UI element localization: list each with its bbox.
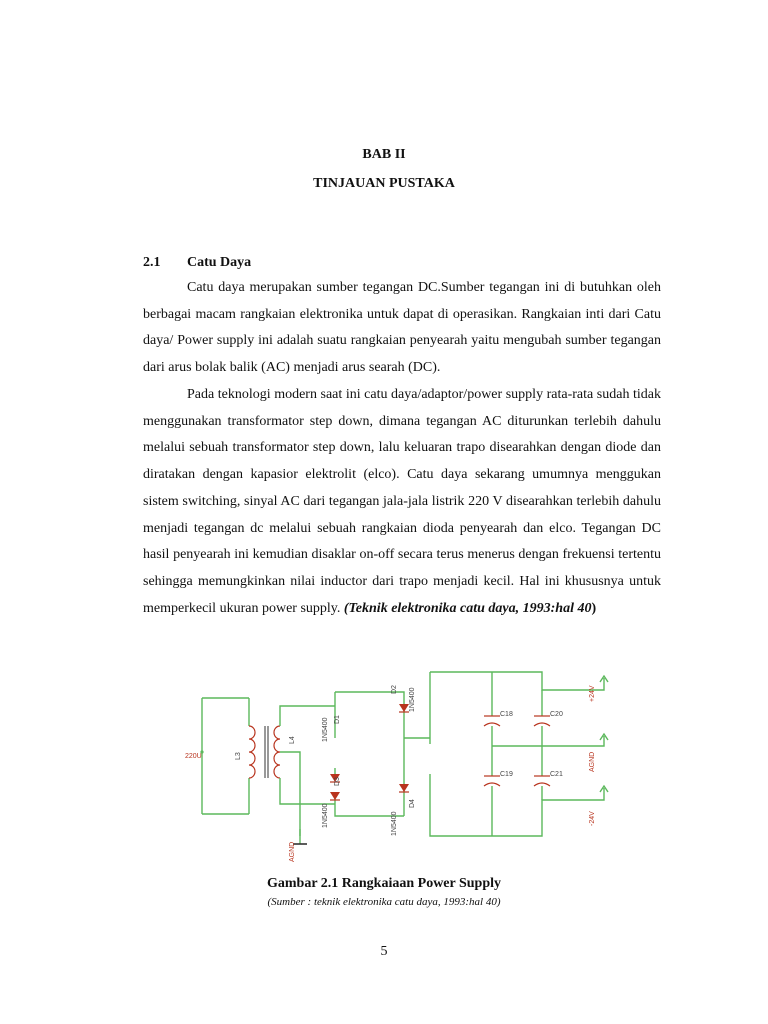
paragraph-2-citation: (Teknik elektronika catu daya, 1993:hal 40 xyxy=(343,600,592,616)
diode-d2-symbol xyxy=(399,704,409,712)
cap-c19-plate-bottom xyxy=(484,783,500,786)
ground-label: AGND xyxy=(289,841,296,862)
cap-c18-plate-bottom xyxy=(484,723,500,726)
section-heading xyxy=(143,255,251,271)
figure-source: (Sumber : teknik elektronika catu daya, 1993:hal 40) xyxy=(267,896,501,908)
output-positive-label: +24V xyxy=(589,685,596,702)
output-negative-label: -24V xyxy=(589,811,596,826)
wire-secondary-bottom xyxy=(280,778,335,804)
coil-secondary-label: L4 xyxy=(289,736,296,744)
cap-c20-plate-bottom xyxy=(534,723,550,726)
wire-negative-rail xyxy=(430,774,582,836)
output-terminal-ground xyxy=(582,734,608,746)
paragraph-2-text: Pada teknologi modern saat ini catu daya/adaptor/power supply rata-rata sudah tidak menggunakan transformator step down, dimana tegangan AC diturunkan terlebih dahulu melalui sebuah transformator step down, lalu keluaran trapo disearahkan dengan diode dan diratakan dengan kapasior elektrolit (elco). Catu daya sekarang umumnya menggukan sistem switching, sinyal AC dari tegangan jala-jala listrik 220 V disearahkan terlebih dahulu menjadi tegangan dc melalui sebuah rangkaian dioda penyearah dan elco. Tegangan DC hasil penyearah ini kemudian disaklar on-off secara terus menerus dengan frekuensi tertentu sehingga memungkinkan nilai inductor dari trapo menjadi kecil. Hal ini khususnya untuk memperkecil ukuran power supply. xyxy=(143,387,661,616)
primary-coil xyxy=(249,726,255,778)
source-node xyxy=(200,750,203,753)
output-terminal-negative xyxy=(582,786,608,800)
output-ground-label: AGND xyxy=(589,751,596,772)
secondary-coil xyxy=(274,726,280,778)
page-number: 5 xyxy=(380,944,388,959)
wire-center-tap xyxy=(280,752,300,836)
diode-d2-ref: D2 xyxy=(391,685,398,694)
cap-c21-plate-bottom xyxy=(534,783,550,786)
chapter-number: BAB II xyxy=(362,147,406,162)
coil-primary-label: L3 xyxy=(235,752,242,760)
diode-d3-symbol xyxy=(330,792,340,800)
diode-d1-ref: D1 xyxy=(334,715,341,724)
section-title: Catu Daya xyxy=(187,255,252,270)
diode-d3-part: 1N5400 xyxy=(322,803,329,828)
cap-c21-label: C21 xyxy=(550,771,563,778)
diode-d3-ref: D3 xyxy=(334,777,341,786)
paragraph-2-citation-close: ) xyxy=(591,600,597,616)
chapter-title: TINJAUAN PUSTAKA xyxy=(313,176,455,191)
paragraph-2 xyxy=(143,382,661,622)
section-number: 2.1 xyxy=(143,255,161,270)
cap-c19-label: C19 xyxy=(500,771,513,778)
diode-d2-part: 1N5400 xyxy=(409,687,416,712)
figure-caption: Gambar 2.1 Rangkaiaan Power Supply xyxy=(266,876,502,891)
source-label: 220U xyxy=(185,753,202,760)
cap-c20-label: C20 xyxy=(550,711,563,718)
diode-d1-part: 1N5400 xyxy=(322,717,329,742)
diode-d4-ref: D4 xyxy=(409,799,416,808)
diode-d4-part: 1N5400 xyxy=(391,811,398,836)
wire-positive-rail xyxy=(430,672,582,744)
cap-c18-label: C18 xyxy=(500,711,513,718)
power-supply-schematic xyxy=(182,664,612,874)
diode-d4-symbol xyxy=(399,784,409,792)
paragraph-1: Catu daya merupakan sumber tegangan DC.Sumber tegangan ini di butuhkan oleh berbagai macam rangkaian elektronika untuk dapat di operasikan. Rangkaian inti dari Catu daya/ Power supply ini adalah suatu rangkaian penyearah yaitu mengubah sumber tegangan dari arus bolak balik (AC) menjadi arus searah (DC). xyxy=(143,280,661,376)
wire-left-column xyxy=(335,692,404,816)
